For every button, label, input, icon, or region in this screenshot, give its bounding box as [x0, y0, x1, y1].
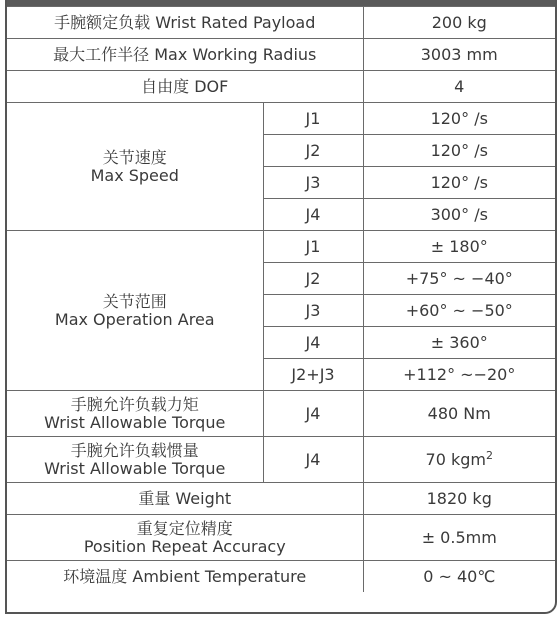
weight-label: 重量 Weight: [7, 483, 363, 515]
inertia-label: [7, 437, 263, 483]
payload-label: 手腕额定负载 Wrist Rated Payload: [7, 7, 363, 39]
speed-joint: J1: [263, 103, 363, 135]
area-joint: J2: [263, 263, 363, 295]
area-label-cn: 关节范围: [102, 291, 167, 311]
spec-table-frame: [5, 0, 557, 614]
speed-joint: J3: [263, 167, 363, 199]
speed-label-en: Max Speed: [90, 165, 179, 185]
speed-value: 300° /s: [363, 199, 555, 231]
area-joint: J3: [263, 295, 363, 327]
speed-label-cn: 关节速度: [102, 147, 167, 167]
accuracy-label: [7, 515, 363, 561]
speed-value: 120° /s: [363, 167, 555, 199]
row-dof: [7, 71, 555, 103]
row-speed-j1: [7, 103, 555, 135]
row-inertia: [7, 437, 555, 483]
row-temperature: [7, 561, 555, 593]
payload-value: 200 kg: [363, 7, 555, 39]
speed-joint: J2: [263, 135, 363, 167]
accuracy-label-cn: 重复定位精度: [136, 518, 233, 538]
area-label: [7, 231, 263, 391]
row-torque: [7, 391, 555, 437]
radius-value: 3003 mm: [363, 39, 555, 71]
torque-label-en: Wrist Allowable Torque: [44, 412, 226, 432]
temperature-label: 环境温度 Ambient Temperature: [7, 561, 363, 593]
torque-label-cn: 手腕允许负载力矩: [70, 394, 199, 414]
torque-label: [7, 391, 263, 437]
dof-value: 4: [363, 71, 555, 103]
row-accuracy: [7, 515, 555, 561]
inertia-label-en: Wrist Allowable Torque: [44, 458, 226, 478]
speed-joint: J4: [263, 199, 363, 231]
row-radius: [7, 39, 555, 71]
speed-value: 120° /s: [363, 135, 555, 167]
row-area-j1: [7, 231, 555, 263]
torque-joint: J4: [263, 391, 363, 437]
speed-label: [7, 103, 263, 231]
accuracy-value: ± 0.5mm: [363, 515, 555, 561]
speed-value: 120° /s: [363, 103, 555, 135]
area-joint: J2+J3: [263, 359, 363, 391]
inertia-value-exponent: 2: [485, 448, 493, 462]
area-value: +112° ~−20°: [363, 359, 555, 391]
area-joint: J4: [263, 327, 363, 359]
row-payload: [7, 7, 555, 39]
area-value: +75° ~ −40°: [363, 263, 555, 295]
accuracy-label-en: Position Repeat Accuracy: [83, 536, 286, 556]
temperature-value: 0 ~ 40℃: [363, 561, 555, 593]
inertia-value-base: 70 kgm: [425, 449, 486, 469]
row-weight: [7, 483, 555, 515]
area-value: ± 360°: [363, 327, 555, 359]
spec-table: [7, 6, 555, 592]
area-value: +60° ~ −50°: [363, 295, 555, 327]
inertia-value: [363, 437, 555, 483]
weight-value: 1820 kg: [363, 483, 555, 515]
radius-label: 最大工作半径 Max Working Radius: [7, 39, 363, 71]
area-label-en: Max Operation Area: [54, 309, 215, 329]
inertia-label-cn: 手腕允许负载惯量: [70, 440, 199, 460]
torque-value: 480 Nm: [363, 391, 555, 437]
area-value: ± 180°: [363, 231, 555, 263]
area-joint: J1: [263, 231, 363, 263]
inertia-joint: J4: [263, 437, 363, 483]
dof-label: 自由度 DOF: [7, 71, 363, 103]
